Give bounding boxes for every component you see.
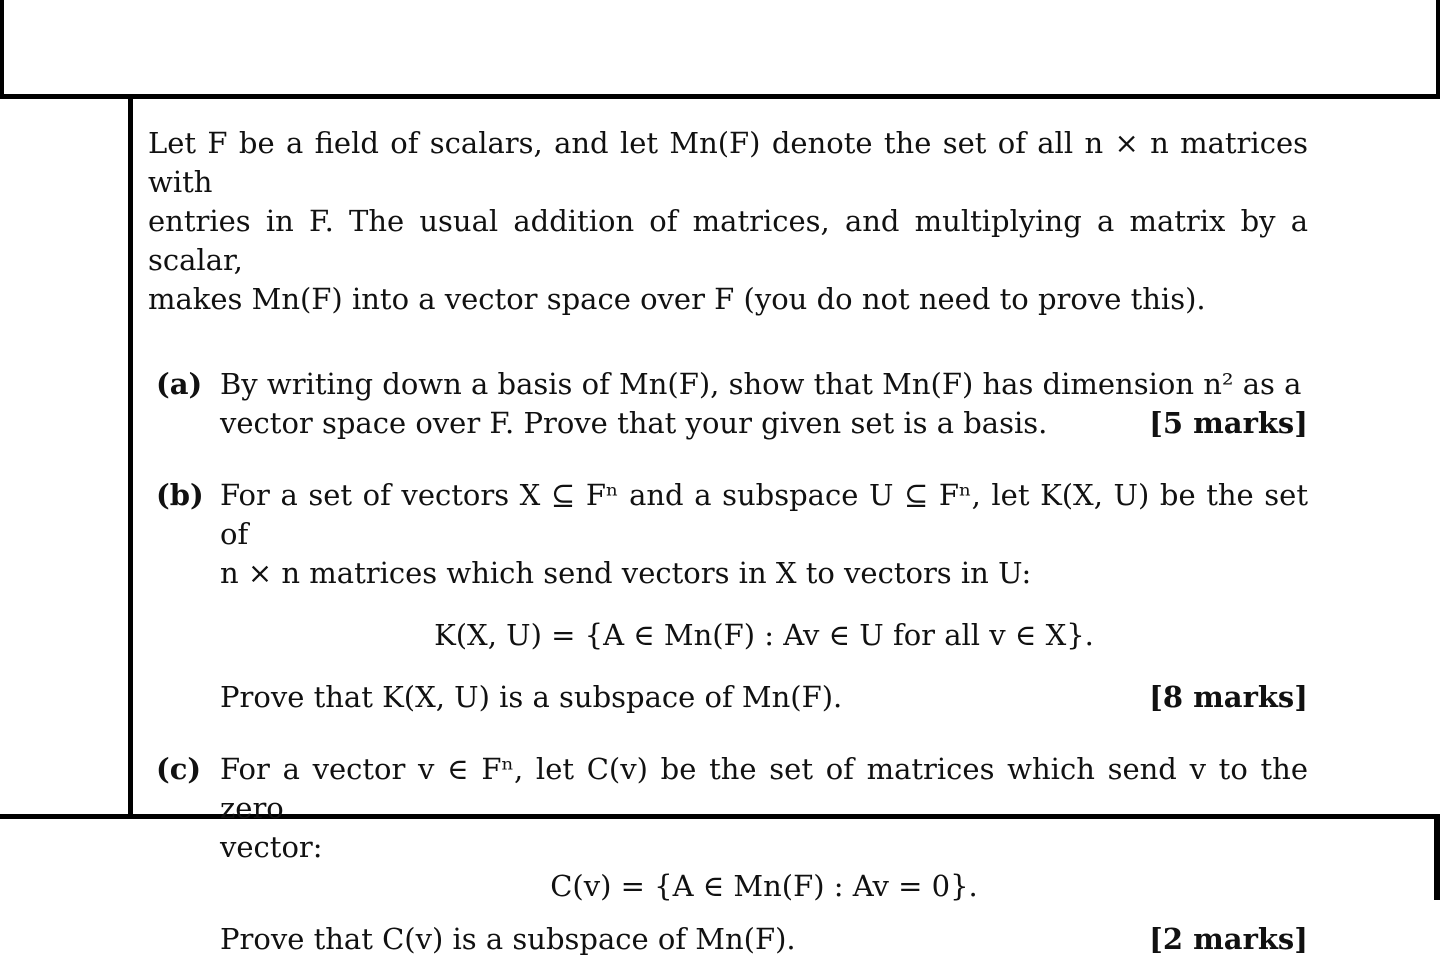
question-block (148, 124, 1308, 959)
part-label: (a) (156, 367, 203, 401)
part-text-line: Prove that C(v) is a subspace of Mn(F). (220, 922, 796, 956)
part-text-line: n × n matrices which send vectors in X to vectors in U: (220, 556, 1032, 590)
header-box (0, 0, 1440, 99)
part-text-line: vector: (220, 830, 323, 864)
part-label: (c) (156, 752, 202, 786)
part-text-line: By writing down a basis of Mn(F), show that Mn(F) has dimension n² as a (220, 367, 1302, 401)
part-text-line: Prove that K(X, U) is a subspace of Mn(F). (220, 680, 843, 714)
marks-badge: [5 marks] (1149, 406, 1308, 440)
question-intro (148, 124, 1308, 319)
part-c (148, 750, 1308, 959)
part-label: (b) (156, 478, 204, 512)
intro-line: entries in F. The usual addition of matrices, and multiplying a matrix by a scalar, (148, 204, 1308, 277)
left-margin-bar (128, 99, 133, 818)
part-text-line: For a set of vectors X ⊆ Fⁿ and a subspace U ⊆ Fⁿ, let K(X, U) be the set of (220, 478, 1308, 551)
part-b (148, 476, 1308, 717)
intro-line: Let F be a field of scalars, and let Mn(F) denote the set of all n × n matrices with (148, 126, 1308, 199)
part-a (148, 365, 1308, 443)
marks-badge: [8 marks] (1149, 680, 1308, 714)
display-equation: K(X, U) = {A ∈ Mn(F) : Av ∈ U for all v ∈ X}. (434, 618, 1094, 652)
marks-badge: [2 marks] (1149, 922, 1308, 956)
intro-line: makes Mn(F) into a vector space over F (you do not need to prove this). (148, 282, 1206, 316)
display-equation: C(v) = {A ∈ Mn(F) : Av = 0}. (550, 869, 978, 903)
part-text-line: For a vector v ∈ Fⁿ, let C(v) be the set of matrices which send v to the zero (220, 752, 1308, 825)
bottom-box-edge (1434, 814, 1440, 900)
part-text-line: vector space over F. Prove that your given set is a basis. (220, 406, 1048, 440)
